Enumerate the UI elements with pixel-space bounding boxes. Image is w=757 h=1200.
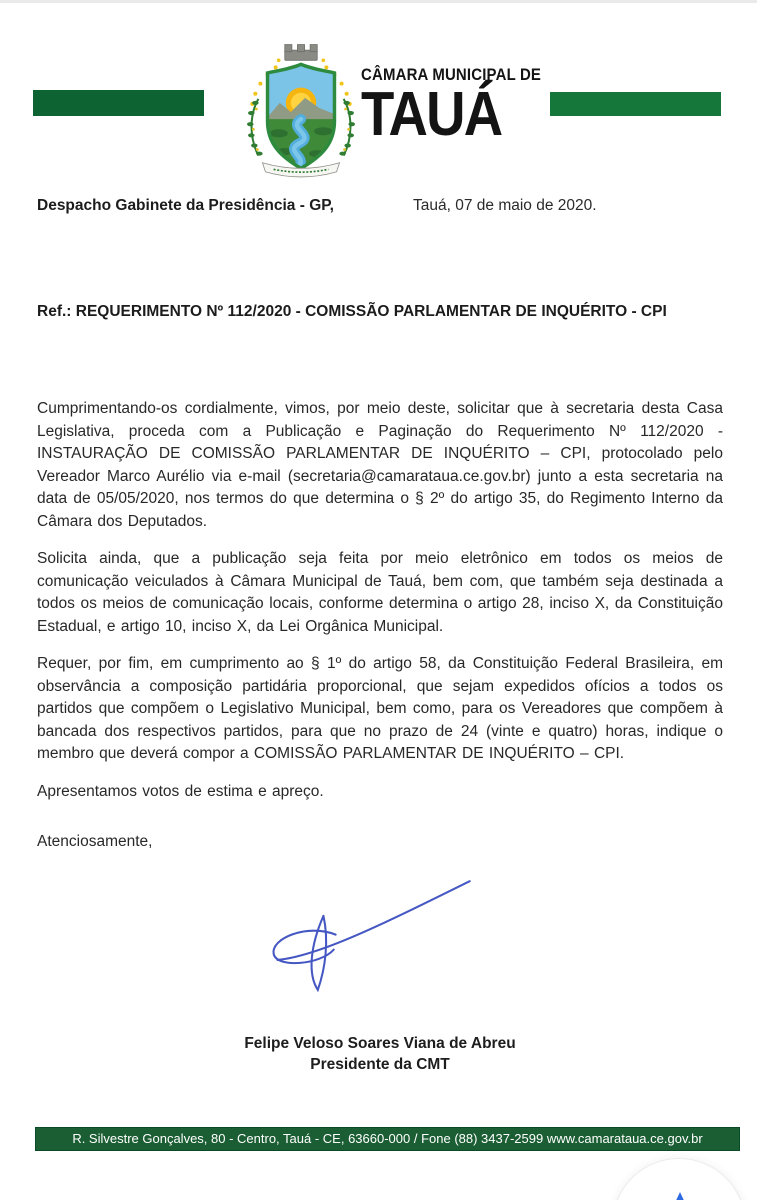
signatory-name: Felipe Veloso Soares Viana de Abreu <box>244 1034 516 1052</box>
crown-icon <box>285 45 317 61</box>
dateline: Tauá, 07 de maio de 2020. <box>413 197 597 214</box>
floating-action-button[interactable] <box>612 1158 746 1200</box>
taua-coat-of-arms-logo <box>242 40 360 180</box>
footer-address-bar: R. Silvestre Gonçalves, 80 - Centro, Tauá - CE, 63660-000 / Fone (88) 3437-2599 www.camarataua.ce.gov.br <box>35 1127 740 1151</box>
blue-navigation-arrow-icon <box>671 1191 689 1200</box>
top-divider <box>0 0 757 3</box>
closing-line: Apresentamos votos de estima e apreço. <box>37 782 324 800</box>
paragraph-2: Solicita ainda, que a publicação seja feita por meio eletrônico em todos os meios de comunicação veiculados à Câmara Municipal de Tauá, bem com, que também seja destinada a todos os meios de comunicação locais, conforme determina o artigo 28, inciso X, da Constituição Estadual, e artigo 10, inciso X, da Lei Orgânica Municipal. <box>37 550 723 635</box>
signatory-block <box>37 1033 723 1075</box>
dispatch-label: Despacho Gabinete da Presidência - GP, <box>37 197 334 214</box>
paragraph-3: Requer, por fim, em cumprimento ao § 1º do artigo 58, da Constituição Federal Brasileira, em observância a composição partidária proporcional, que sejam expedidos ofícios a todos os partidos que compõem o Legislativo Municipal, bem como, para os Vereadores que compõem à bancada dos respectivos partidos, para que no prazo de 24 (vinte e quatro) horas, indique o membro que deverá compor a COMISSÃO PARLAMENTAR DE INQUÉRITO – CPI. <box>37 655 723 762</box>
handwritten-signature <box>245 869 505 1019</box>
header-green-bar-left <box>33 90 204 116</box>
reference-line: Ref.: REQUERIMENTO Nº 112/2020 - COMISSÃO PARLAMENTAR DE INQUÉRITO - CPI <box>37 303 667 320</box>
signatory-title: Presidente da CMT <box>310 1055 450 1073</box>
shield-landscape <box>268 62 339 172</box>
org-name-main: TAUÁ <box>361 80 502 149</box>
header-green-bar-right <box>550 92 721 116</box>
org-name-top: CÂMARA MUNICIPAL DE <box>361 65 542 84</box>
letter-body <box>37 398 723 1075</box>
salutation: Atenciosamente, <box>37 833 153 850</box>
paragraph-1: Cumprimentando-os cordialmente, vimos, por meio deste, solicitar que à secretaria desta Casa Legislativa, proceda com a Publicação e Paginação do Requerimento Nº 112/2020 - INSTAURAÇÃO DE COMISSÃO PARLAMENTAR DE INQUÉRITO – CPI, protocolado pelo Vereador Marco Aurélio via e-mail (secretaria@camarataua.ce.gov.br) junto a esta secretaria na data de 05/05/2020, nos termos do que determina o § 2º do artigo 35, do Regimento Interno da Câmara dos Deputados. <box>37 400 723 530</box>
dispatch-row <box>37 197 720 215</box>
org-title <box>361 65 542 149</box>
